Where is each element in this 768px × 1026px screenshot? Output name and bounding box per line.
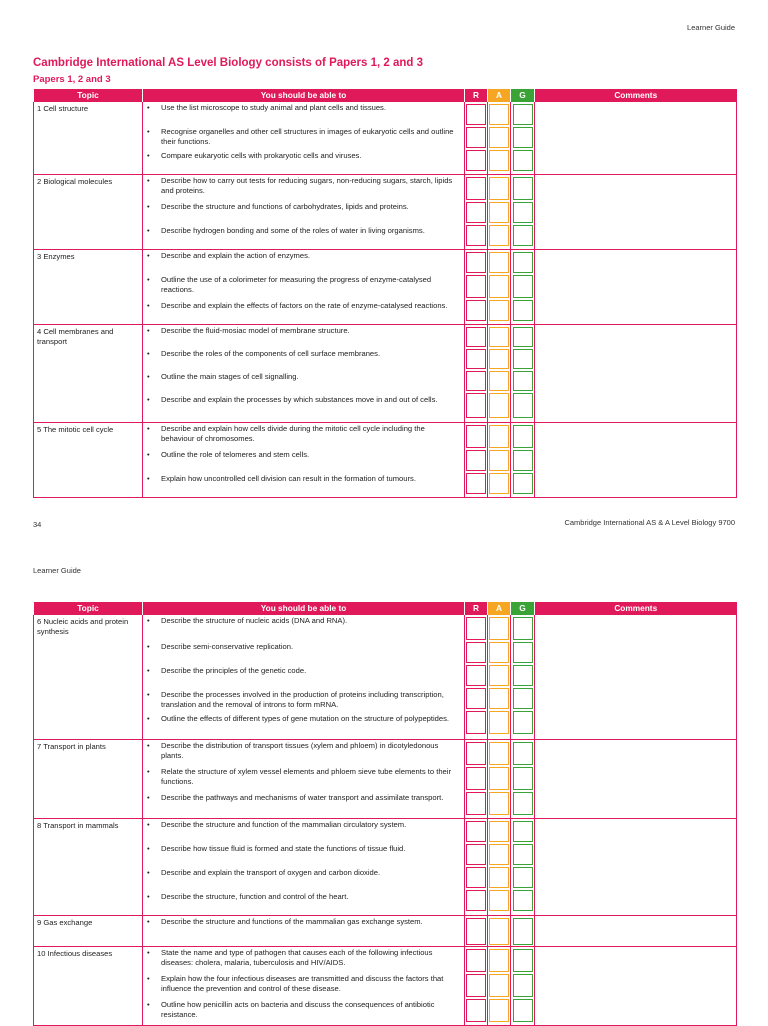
objectives-header: You should be able to — [143, 89, 465, 102]
green-rating-cell — [511, 947, 535, 1026]
objective-item — [143, 175, 464, 201]
page-number: 34 — [33, 520, 42, 529]
amber-checkbox[interactable] — [489, 844, 509, 865]
red-rating-cell — [465, 325, 488, 423]
green-checkbox[interactable] — [513, 949, 533, 972]
objective-text: Describe the principles of the genetic code. — [161, 666, 307, 675]
amber-checkbox[interactable] — [489, 890, 509, 911]
topic-cell: 4 Cell membranes and transport — [34, 325, 143, 423]
topic-cell: 9 Gas exchange — [34, 916, 143, 947]
bullet-icon: • — [147, 450, 150, 459]
comments-header: Comments — [535, 602, 737, 615]
green-rating-cell — [511, 423, 535, 498]
bullet-icon: • — [147, 948, 150, 957]
objective-text: Recognise organelles and other cell structures in images of eukaryotic cells and outline their functions. — [161, 127, 454, 146]
topic-cell: 10 Infectious diseases — [34, 947, 143, 1026]
amber-rating-cell — [488, 615, 511, 740]
objective-item — [143, 225, 464, 249]
amber-checkbox[interactable] — [489, 665, 509, 686]
table-row — [34, 102, 737, 175]
red-rating-cell — [465, 916, 488, 947]
objective-text: Describe and explain the transport of oxygen and carbon dioxide. — [161, 868, 381, 877]
red-checkbox[interactable] — [466, 150, 486, 171]
objective-item — [143, 792, 464, 818]
objective-text: Describe the distribution of transport tissues (xylem and phloem) in dicotyledonous plants. — [161, 741, 439, 760]
page-footer: Cambridge International AS & A Level Biology 9700 — [564, 518, 735, 527]
topic-cell: 8 Transport in mammals — [34, 819, 143, 916]
red-checkbox[interactable] — [466, 104, 486, 125]
bullet-icon: • — [147, 226, 150, 235]
table-header-row — [34, 602, 737, 615]
objective-text: Relate the structure of xylem vessel elements and phloem sieve tube elements to their functions. — [161, 767, 451, 786]
bullet-icon: • — [147, 767, 150, 776]
amber-rating-cell — [488, 819, 511, 916]
amber-checkbox[interactable] — [489, 225, 509, 246]
objectives-cell — [143, 423, 465, 498]
table-row — [34, 947, 737, 1026]
amber-checkbox[interactable] — [489, 450, 509, 471]
objectives-cell — [143, 819, 465, 916]
objective-text: Outline the use of a colorimeter for measuring the progress of enzyme-catalysed reactions. — [161, 275, 432, 294]
topic-cell: 3 Enzymes — [34, 250, 143, 325]
table-row — [34, 819, 737, 916]
rag-checklist-table — [33, 602, 737, 1026]
table-row — [34, 615, 737, 740]
red-checkbox[interactable] — [466, 792, 486, 815]
bullet-icon: • — [147, 642, 150, 651]
objective-item — [143, 641, 464, 665]
page-header: Learner Guide — [687, 23, 735, 32]
green-rating-cell — [511, 175, 535, 250]
red-rating-cell — [465, 250, 488, 325]
comments-cell[interactable] — [535, 250, 737, 325]
objective-item — [143, 999, 464, 1025]
objective-item — [143, 615, 464, 641]
bullet-icon: • — [147, 616, 150, 625]
objective-item — [143, 348, 464, 371]
objective-text: Explain how uncontrolled cell division can result in the formation of tumours. — [161, 474, 416, 483]
table-header-row — [34, 89, 737, 102]
green-checkbox[interactable] — [513, 742, 533, 765]
green-checkbox[interactable] — [513, 349, 533, 369]
bullet-icon: • — [147, 326, 150, 335]
red-checkbox[interactable] — [466, 202, 486, 223]
page-title: Cambridge International AS Level Biology consists of Papers 1, 2 and 3 — [33, 57, 424, 69]
objectives-cell — [143, 916, 465, 947]
amber-checkbox[interactable] — [489, 393, 509, 418]
amber-checkbox[interactable] — [489, 688, 509, 709]
amber-checkbox[interactable] — [489, 867, 509, 888]
green-checkbox[interactable] — [513, 821, 533, 842]
objective-text: Describe the pathways and mechanisms of water transport and assimilate transport. — [161, 793, 444, 802]
green-checkbox[interactable] — [513, 371, 533, 391]
red-checkbox[interactable] — [466, 450, 486, 471]
red-checkbox[interactable] — [466, 767, 486, 790]
bullet-icon: • — [147, 844, 150, 853]
objective-item — [143, 473, 464, 497]
table-row — [34, 423, 737, 498]
green-checkbox[interactable] — [513, 974, 533, 997]
objective-item — [143, 843, 464, 867]
bullet-icon: • — [147, 793, 150, 802]
objective-item — [143, 102, 464, 126]
comments-cell[interactable] — [535, 947, 737, 1026]
comments-cell[interactable] — [535, 423, 737, 498]
green-checkbox[interactable] — [513, 104, 533, 125]
bullet-icon: • — [147, 151, 150, 160]
table-row — [34, 916, 737, 947]
amber-checkbox[interactable] — [489, 127, 509, 148]
bullet-icon: • — [147, 917, 150, 926]
topic-cell: 1 Cell structure — [34, 102, 143, 175]
amber-checkbox[interactable] — [489, 150, 509, 171]
red-checkbox[interactable] — [466, 425, 486, 448]
objective-text: Describe semi-conservative replication. — [161, 642, 294, 651]
objective-item — [143, 274, 464, 300]
objectives-cell — [143, 740, 465, 819]
red-checkbox[interactable] — [466, 890, 486, 911]
red-checkbox[interactable] — [466, 949, 486, 972]
amber-checkbox[interactable] — [489, 300, 509, 321]
objective-item — [143, 867, 464, 891]
objectives-header: You should be able to — [143, 602, 465, 615]
amber-rating-cell — [488, 102, 511, 175]
amber-checkbox[interactable] — [489, 974, 509, 997]
objectives-cell — [143, 947, 465, 1026]
amber-checkbox[interactable] — [489, 742, 509, 765]
objective-item — [143, 973, 464, 999]
objective-item — [143, 126, 464, 150]
objectives-cell — [143, 615, 465, 740]
green-checkbox[interactable] — [513, 225, 533, 246]
amber-checkbox[interactable] — [489, 473, 509, 494]
bullet-icon: • — [147, 714, 150, 723]
objective-text: Describe the structure, function and control of the heart. — [161, 892, 349, 901]
topic-cell: 7 Transport in plants — [34, 740, 143, 819]
amber-rating-cell — [488, 325, 511, 423]
objective-text: Use the list microscope to study animal and plant cells and tissues. — [161, 103, 386, 112]
objective-item — [143, 947, 464, 973]
amber-checkbox[interactable] — [489, 275, 509, 298]
r-header: R — [465, 602, 488, 615]
green-rating-cell — [511, 916, 535, 947]
green-checkbox[interactable] — [513, 300, 533, 321]
objective-item — [143, 665, 464, 689]
a-header: A — [488, 602, 511, 615]
objective-item — [143, 250, 464, 274]
amber-checkbox[interactable] — [489, 104, 509, 125]
amber-checkbox[interactable] — [489, 202, 509, 223]
a-header: A — [488, 89, 511, 102]
table-row — [34, 325, 737, 423]
objective-text: Describe the structure and functions of the mammalian gas exchange system. — [161, 917, 423, 926]
objective-text: Outline the role of telomeres and stem cells. — [161, 450, 310, 459]
green-checkbox[interactable] — [513, 867, 533, 888]
red-checkbox[interactable] — [466, 711, 486, 734]
objectives-cell — [143, 325, 465, 423]
bullet-icon: • — [147, 820, 150, 829]
amber-rating-cell — [488, 916, 511, 947]
objectives-cell — [143, 175, 465, 250]
green-rating-cell — [511, 250, 535, 325]
red-rating-cell — [465, 819, 488, 916]
amber-checkbox[interactable] — [489, 252, 509, 273]
red-checkbox[interactable] — [466, 821, 486, 842]
green-checkbox[interactable] — [513, 275, 533, 298]
amber-checkbox[interactable] — [489, 821, 509, 842]
green-rating-cell — [511, 819, 535, 916]
bullet-icon: • — [147, 202, 150, 211]
red-checkbox[interactable] — [466, 371, 486, 391]
objective-text: Describe hydrogen bonding and some of the roles of water in living organisms. — [161, 226, 425, 235]
rag-checklist-table — [33, 89, 737, 498]
bullet-icon: • — [147, 127, 150, 136]
bullet-icon: • — [147, 103, 150, 112]
amber-checkbox[interactable] — [489, 425, 509, 448]
red-checkbox[interactable] — [466, 665, 486, 686]
red-rating-cell — [465, 102, 488, 175]
amber-checkbox[interactable] — [489, 949, 509, 972]
green-checkbox[interactable] — [513, 450, 533, 471]
green-checkbox[interactable] — [513, 711, 533, 734]
green-rating-cell — [511, 102, 535, 175]
green-checkbox[interactable] — [513, 918, 533, 945]
objective-item — [143, 766, 464, 792]
comments-cell[interactable] — [535, 175, 737, 250]
objective-text: State the name and type of pathogen that causes each of the following infectious diseases: cholera, malaria, tuberculosis and HIV/AIDS. — [161, 948, 433, 967]
bullet-icon: • — [147, 424, 150, 433]
comments-cell[interactable] — [535, 819, 737, 916]
objective-text: Describe how to carry out tests for reducing sugars, non-reducing sugars, starch, lipids and proteins. — [161, 176, 453, 195]
objective-text: Outline how penicillin acts on bacteria and discuss the consequences of antibiotic resistance. — [161, 1000, 435, 1019]
amber-checkbox[interactable] — [489, 177, 509, 200]
green-checkbox[interactable] — [513, 150, 533, 171]
red-checkbox[interactable] — [466, 275, 486, 298]
red-checkbox[interactable] — [466, 349, 486, 369]
table-row — [34, 250, 737, 325]
objective-text: Explain how the four infectious diseases are transmitted and discuss the factors that influence the prevention and control of these disease. — [161, 974, 444, 993]
amber-checkbox[interactable] — [489, 349, 509, 369]
objective-text: Describe and explain the effects of factors on the rate of enzyme-catalysed reactions. — [161, 301, 448, 310]
green-checkbox[interactable] — [513, 688, 533, 709]
comments-cell[interactable] — [535, 615, 737, 740]
comments-cell[interactable] — [535, 916, 737, 947]
page-subtitle: Papers 1, 2 and 3 — [33, 74, 111, 85]
objectives-cell — [143, 250, 465, 325]
red-rating-cell — [465, 947, 488, 1026]
objective-item — [143, 689, 464, 713]
objective-item — [143, 819, 464, 843]
objective-item — [143, 150, 464, 174]
objective-text: Describe how tissue fluid is formed and state the functions of tissue fluid. — [161, 844, 406, 853]
amber-rating-cell — [488, 175, 511, 250]
red-checkbox[interactable] — [466, 393, 486, 418]
red-checkbox[interactable] — [466, 642, 486, 663]
amber-checkbox[interactable] — [489, 642, 509, 663]
objective-text: Outline the main stages of cell signalling. — [161, 372, 299, 381]
objective-item — [143, 891, 464, 915]
bullet-icon: • — [147, 301, 150, 310]
red-checkbox[interactable] — [466, 300, 486, 321]
table-row — [34, 740, 737, 819]
objective-item — [143, 423, 464, 449]
green-checkbox[interactable] — [513, 999, 533, 1022]
bullet-icon: • — [147, 741, 150, 750]
amber-checkbox[interactable] — [489, 327, 509, 347]
bullet-icon: • — [147, 690, 150, 699]
comments-cell[interactable] — [535, 102, 737, 175]
red-rating-cell — [465, 615, 488, 740]
objective-text: Describe and explain how cells divide during the mitotic cell cycle including the behaviour of chromosomes. — [161, 424, 425, 443]
topic-cell: 5 The mitotic cell cycle — [34, 423, 143, 498]
objective-item — [143, 916, 464, 946]
g-header: G — [511, 89, 535, 102]
bullet-icon: • — [147, 1000, 150, 1009]
amber-rating-cell — [488, 423, 511, 498]
topic-cell: 6 Nucleic acids and protein synthesis — [34, 615, 143, 740]
amber-checkbox[interactable] — [489, 767, 509, 790]
objective-text: Describe and explain the action of enzymes. — [161, 251, 311, 260]
red-checkbox[interactable] — [466, 974, 486, 997]
red-rating-cell — [465, 175, 488, 250]
amber-checkbox[interactable] — [489, 617, 509, 640]
amber-rating-cell — [488, 740, 511, 819]
green-checkbox[interactable] — [513, 327, 533, 347]
green-checkbox[interactable] — [513, 473, 533, 494]
objective-item — [143, 325, 464, 348]
objective-text: Describe the structure of nucleic acids (DNA and RNA). — [161, 616, 348, 625]
objectives-cell — [143, 102, 465, 175]
objective-item — [143, 371, 464, 394]
red-checkbox[interactable] — [466, 473, 486, 494]
r-header: R — [465, 89, 488, 102]
green-checkbox[interactable] — [513, 844, 533, 865]
green-checkbox[interactable] — [513, 202, 533, 223]
amber-checkbox[interactable] — [489, 711, 509, 734]
objective-item — [143, 201, 464, 225]
green-checkbox[interactable] — [513, 393, 533, 418]
topic-cell: 2 Biological molecules — [34, 175, 143, 250]
objective-text: Describe the structure and functions of carbohydrates, lipids and proteins. — [161, 202, 409, 211]
objective-text: Describe the roles of the components of cell surface membranes. — [161, 349, 381, 358]
bullet-icon: • — [147, 349, 150, 358]
red-checkbox[interactable] — [466, 844, 486, 865]
comments-cell[interactable] — [535, 740, 737, 819]
green-checkbox[interactable] — [513, 252, 533, 273]
bullet-icon: • — [147, 251, 150, 260]
amber-checkbox[interactable] — [489, 999, 509, 1022]
red-checkbox[interactable] — [466, 999, 486, 1022]
objective-text: Outline the effects of different types of gene mutation on the structure of polypeptides. — [161, 714, 450, 723]
red-checkbox[interactable] — [466, 617, 486, 640]
red-rating-cell — [465, 740, 488, 819]
objective-text: Describe the processes involved in the production of proteins including transcription, translation and the removal of introns to form mRNA. — [161, 690, 444, 709]
bullet-icon: • — [147, 892, 150, 901]
bullet-icon: • — [147, 474, 150, 483]
bullet-icon: • — [147, 868, 150, 877]
amber-rating-cell — [488, 250, 511, 325]
green-checkbox[interactable] — [513, 792, 533, 815]
comments-cell[interactable] — [535, 325, 737, 423]
amber-rating-cell — [488, 947, 511, 1026]
red-checkbox[interactable] — [466, 688, 486, 709]
topic-header: Topic — [34, 89, 143, 102]
red-rating-cell — [465, 423, 488, 498]
red-checkbox[interactable] — [466, 177, 486, 200]
red-checkbox[interactable] — [466, 252, 486, 273]
bullet-icon: • — [147, 372, 150, 381]
objective-item — [143, 713, 464, 739]
green-checkbox[interactable] — [513, 767, 533, 790]
green-checkbox[interactable] — [513, 665, 533, 686]
amber-checkbox[interactable] — [489, 371, 509, 391]
green-rating-cell — [511, 615, 535, 740]
green-checkbox[interactable] — [513, 890, 533, 911]
topic-header: Topic — [34, 602, 143, 615]
red-checkbox[interactable] — [466, 127, 486, 148]
bullet-icon: • — [147, 395, 150, 404]
bullet-icon: • — [147, 176, 150, 185]
bullet-icon: • — [147, 666, 150, 675]
bullet-icon: • — [147, 275, 150, 284]
objective-item — [143, 394, 464, 422]
red-checkbox[interactable] — [466, 225, 486, 246]
red-checkbox[interactable] — [466, 867, 486, 888]
bullet-icon: • — [147, 974, 150, 983]
green-rating-cell — [511, 740, 535, 819]
table-row — [34, 175, 737, 250]
green-checkbox[interactable] — [513, 177, 533, 200]
green-checkbox[interactable] — [513, 642, 533, 663]
green-checkbox[interactable] — [513, 617, 533, 640]
objective-item — [143, 740, 464, 766]
red-checkbox[interactable] — [466, 327, 486, 347]
objective-text: Describe the structure and function of the mammalian circulatory system. — [161, 820, 407, 829]
page-header: Learner Guide — [33, 566, 81, 575]
green-checkbox[interactable] — [513, 127, 533, 148]
objective-text: Describe and explain the processes by which substances move in and out of cells. — [161, 395, 438, 404]
comments-header: Comments — [535, 89, 737, 102]
objective-item — [143, 300, 464, 324]
green-checkbox[interactable] — [513, 425, 533, 448]
objective-text: Describe the fluid-mosiac model of membrane structure. — [161, 326, 350, 335]
green-rating-cell — [511, 325, 535, 423]
red-checkbox[interactable] — [466, 918, 486, 945]
g-header: G — [511, 602, 535, 615]
objective-text: Compare eukaryotic cells with prokaryotic cells and viruses. — [161, 151, 362, 160]
objective-item — [143, 449, 464, 473]
red-checkbox[interactable] — [466, 742, 486, 765]
amber-checkbox[interactable] — [489, 792, 509, 815]
amber-checkbox[interactable] — [489, 918, 509, 945]
